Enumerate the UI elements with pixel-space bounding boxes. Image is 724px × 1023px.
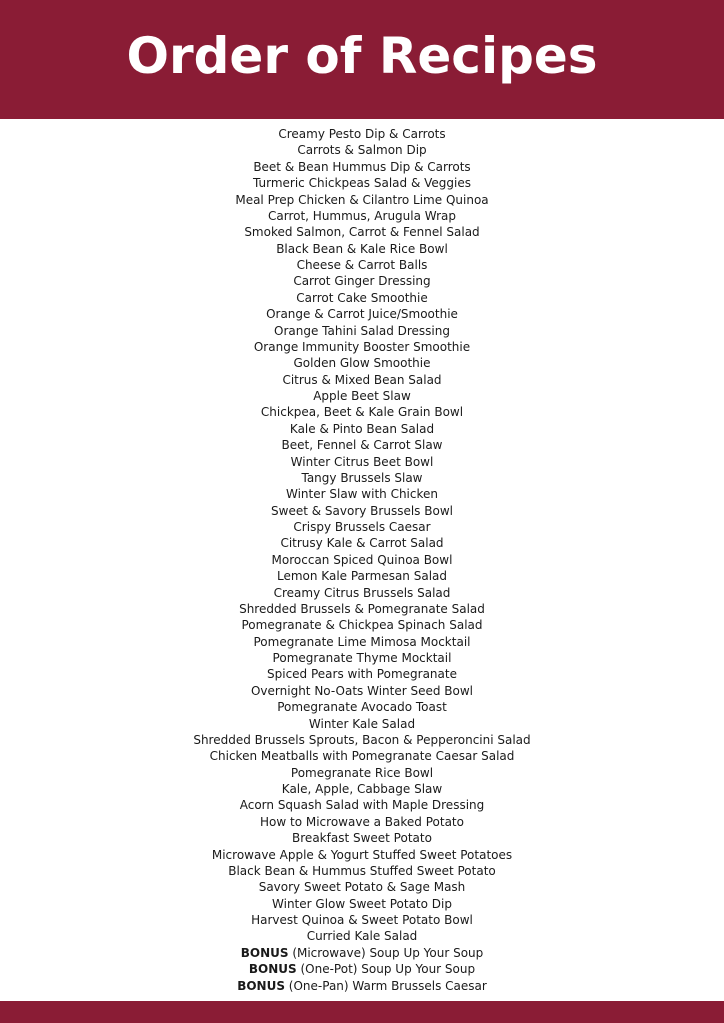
recipe-list-item: Curried Kale Salad	[306, 929, 418, 944]
recipe-list-item: Winter Glow Sweet Potato Dip	[272, 896, 452, 911]
recipe-list-item: Pomegranate Avocado Toast	[277, 700, 447, 715]
recipe-list-item: Carrots & Salmon Dip	[297, 143, 427, 158]
recipe-list-item: Acorn Squash Salad with Maple Dressing	[239, 798, 485, 813]
bonus-list-item	[0, 961, 724, 977]
recipe-list-item: Pomegranate Thyme Mocktail	[272, 651, 452, 665]
recipe-list-item: How to Microwave a Baked Potato	[260, 814, 464, 829]
recipe-list-item: Winter Citrus Beet Bowl	[290, 454, 434, 469]
recipe-list-item: Winter Kale Salad	[308, 716, 416, 731]
bonus-recipe-name: (One-Pot) Soup Up Your Soup	[296, 962, 476, 977]
recipe-list-item: Creamy Pesto Dip & Carrots	[278, 127, 446, 141]
bonus-recipe-name: (Microwave) Soup Up Your Soup	[288, 945, 484, 960]
recipe-list-item: Harvest Quinoa & Sweet Potato Bowl	[251, 913, 473, 927]
recipe-list-item: Golden Glow Smoothie	[293, 356, 431, 371]
recipe-list-item: Cheese & Carrot Balls	[296, 258, 428, 272]
bonus-list-item	[0, 945, 724, 961]
recipe-list-item: Orange Tahini Salad Dressing	[274, 323, 450, 338]
recipe-list-item: Shredded Brussels Sprouts, Bacon & Pepperoncini Salad	[193, 732, 531, 747]
recipe-list-item: Sweet & Savory Brussels Bowl	[271, 503, 453, 518]
recipe-list-item: Lemon Kale Parmesan Salad	[277, 569, 447, 584]
recipe-list-item: Orange & Carrot Juice/Smoothie	[266, 307, 458, 322]
recipe-list-item: Carrot Cake Smoothie	[296, 290, 428, 305]
recipe-list-item: Spiced Pears with Pomegranate	[267, 667, 457, 682]
recipe-list-item: Crispy Brussels Caesar	[293, 520, 431, 534]
recipe-list-item: Overnight No-Oats Winter Seed Bowl	[250, 683, 474, 698]
bonus-recipe-name: (One-Pan) Warm Brussels Caesar	[284, 978, 487, 993]
recipe-list-item: Apple Beet Slaw	[313, 389, 411, 403]
recipe-list-item: Meal Prep Chicken & Cilantro Lime Quinoa	[235, 192, 489, 207]
header-banner	[0, 0, 724, 119]
recipe-list	[0, 126, 724, 994]
page-title: Order of Recipes	[126, 26, 598, 85]
recipe-list-item: Kale & Pinto Bean Salad	[289, 421, 435, 436]
recipe-list-item: Chicken Meatballs with Pomegranate Caesar Salad	[209, 749, 515, 764]
recipe-list-item: Pomegranate & Chickpea Spinach Salad	[241, 618, 483, 633]
recipe-list-item: Beet & Bean Hummus Dip & Carrots	[253, 159, 471, 174]
recipe-list-item: Turmeric Chickpeas Salad & Veggies	[253, 176, 471, 191]
recipe-list-item: Kale, Apple, Cabbage Slaw	[281, 782, 443, 796]
recipe-list-item: Savory Sweet Potato & Sage Mash	[258, 880, 466, 895]
recipe-list-item: Smoked Salmon, Carrot & Fennel Salad	[244, 225, 480, 240]
recipe-list-item: Citrus & Mixed Bean Salad	[282, 372, 442, 387]
recipe-list-item: Pomegranate Lime Mimosa Mocktail	[253, 634, 471, 649]
recipe-list-item: Citrusy Kale & Carrot Salad	[280, 536, 444, 551]
bonus-list-item	[0, 978, 724, 994]
bonus-label: BONUS	[248, 962, 297, 977]
recipe-list-item: Black Bean & Hummus Stuffed Sweet Potato	[228, 863, 496, 878]
recipe-list-item: Tangy Brussels Slaw	[301, 470, 423, 485]
recipe-list-item: Pomegranate Rice Bowl	[290, 765, 434, 780]
recipe-list-item: Carrot Ginger Dressing	[293, 274, 431, 289]
recipe-list-item: Shredded Brussels & Pomegranate Salad	[239, 601, 485, 616]
recipe-list-item: Black Bean & Kale Rice Bowl	[276, 241, 448, 256]
bonus-label: BONUS	[240, 945, 289, 960]
footer-bar	[0, 1001, 724, 1023]
recipe-list-item: Winter Slaw with Chicken	[285, 487, 438, 502]
bonus-label: BONUS	[237, 978, 285, 993]
recipe-list-item: Beet, Fennel & Carrot Slaw	[281, 438, 443, 453]
recipe-list-item: Carrot, Hummus, Arugula Wrap	[268, 208, 456, 223]
recipe-list-item: Orange Immunity Booster Smoothie	[253, 339, 471, 354]
recipe-list-item: Breakfast Sweet Potato	[292, 831, 432, 846]
recipe-list-item: Moroccan Spiced Quinoa Bowl	[271, 552, 453, 567]
recipe-list-item: Microwave Apple & Yogurt Stuffed Sweet Potatoes	[211, 847, 513, 862]
recipe-list-item: Creamy Citrus Brussels Salad	[273, 585, 451, 600]
recipe-list-item: Chickpea, Beet & Kale Grain Bowl	[260, 405, 464, 420]
